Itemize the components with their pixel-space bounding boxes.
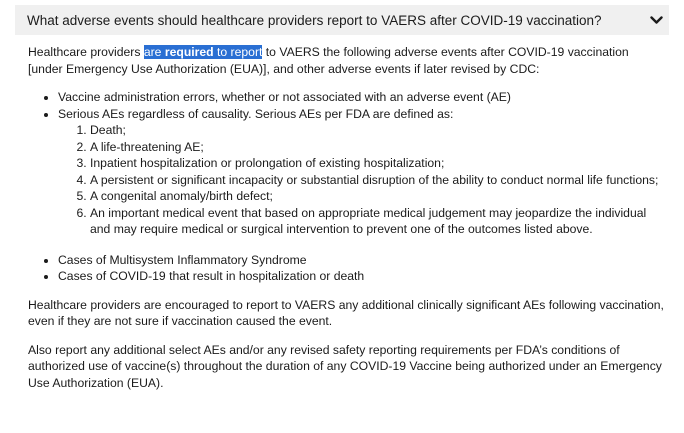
intro-paragraph [28, 44, 664, 77]
list-item-mis: • Cases of Multisystem Inflammatory Syndrome [58, 252, 664, 269]
encouraged-paragraph: Healthcare providers are encouraged to report to VAERS any additional clinically significant AEs following vaccination, even if they are not sure if vaccination caused the event. [28, 297, 664, 328]
selected-to-report: to report [213, 45, 263, 59]
serious-aes-list [58, 122, 664, 238]
serious-ae-item: 5. A congenital anomaly/birth defect; [90, 188, 664, 205]
serious-ae-item: 2. A life-threatening AE; [90, 139, 664, 156]
required-emphasis: required [164, 45, 214, 59]
list-item-covid-hospitalization: • Cases of COVID-19 that result in hospitalization or death [58, 268, 664, 285]
also-report-paragraph: Also report any additional select AEs and/or any revised safety reporting requirements per FDA’s conditions of authorized use of vaccine(s) throughout the duration of any COVID-19 Vaccine being authorized under an Emergency Use Authorization (EUA). [28, 342, 662, 390]
list-item-admin-errors: • Vaccine administration errors, whether or not associated with an adverse event (AE) [58, 89, 664, 106]
accordion-question[interactable]: What adverse events should healthcare providers report to VAERS after COVID-19 vaccination? [27, 12, 602, 28]
selected-text[interactable] [144, 45, 263, 59]
intro-prefix: Healthcare providers [28, 45, 144, 59]
intro-suffix: to VAERS the following adverse events after COVID-19 vaccination [under Emergency Use Authorization (EUA)], and other adverse events if later revised by CDC: [28, 45, 629, 76]
accordion-content [28, 44, 664, 391]
serious-ae-item: 3. Inpatient hospitalization or prolongation of existing hospitalization; [90, 155, 664, 172]
serious-aes-label: Serious AEs regardless of causality. Serious AEs per FDA are defined as: [58, 106, 454, 121]
accordion-header[interactable] [15, 5, 669, 35]
serious-ae-item: 4. A persistent or significant incapacity or substantial disruption of the ability to conduct normal life functions; [90, 172, 664, 189]
serious-ae-item: 1. Death; [90, 122, 664, 139]
list-item-serious-aes [58, 106, 664, 238]
chevron-down-icon[interactable] [643, 5, 669, 35]
serious-ae-item: 6. An important medical event that based on appropriate medical judgement may jeopardize the individual and may require medical or surgical intervention to prevent one of the outcomes listed above. [90, 205, 664, 238]
reportable-events-list [28, 89, 664, 285]
selected-are: are [143, 45, 165, 59]
